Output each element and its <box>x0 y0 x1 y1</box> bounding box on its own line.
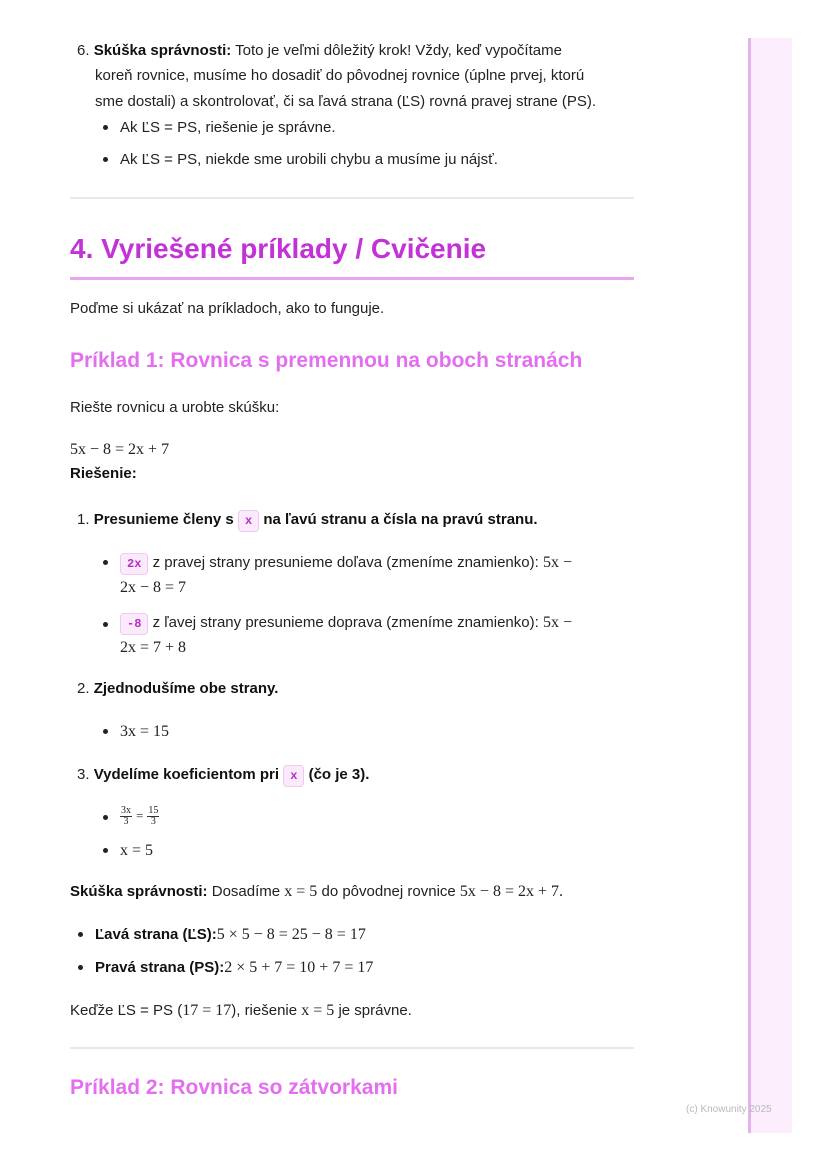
list-item <box>120 550 572 575</box>
conclusion <box>70 998 412 1023</box>
list-item <box>120 610 572 635</box>
numerator: 3x <box>121 805 131 816</box>
step1 <box>77 507 538 532</box>
text: je správne. <box>338 1002 412 1019</box>
step-number: 2. <box>77 680 90 697</box>
bullet-icon <box>103 729 108 734</box>
step-label: na ľavú stranu a čísla na pravú stranu. <box>263 511 538 528</box>
math: x = 5 <box>120 842 154 859</box>
check-text <box>70 879 563 904</box>
sidebar-line <box>748 38 751 1133</box>
math: 2x = 7 + 8 <box>120 639 187 656</box>
list-item: Ak ĽS = PS, riešenie je správne. <box>120 119 336 136</box>
step-number: 3. <box>77 766 90 783</box>
equals: = <box>136 808 144 824</box>
step-number: 6. <box>77 42 90 59</box>
step-text: sme dostali) a skontrolovať, či sa ľavá strana (ĽS) rovná pravej strane (PS). <box>95 93 597 110</box>
example2-title: Príklad 2: Rovnica so zátvorkami <box>70 1076 398 1099</box>
step2 <box>77 676 278 701</box>
sidebar-panel <box>748 38 792 1133</box>
step-label: Skúška správnosti: <box>93 42 232 59</box>
divider <box>70 1047 634 1049</box>
code-chip: x <box>283 765 304 787</box>
numerator: 15 <box>148 805 159 816</box>
ls-item <box>95 922 366 947</box>
math: 5x − <box>542 614 572 631</box>
example1-title: Príklad 1: Rovnica s premennou na oboch stranách <box>70 349 583 372</box>
code-chip: 2x <box>120 553 148 575</box>
math: x = 5 <box>301 1002 335 1019</box>
text: ), riešenie <box>231 1002 298 1019</box>
math: 3x = 15 <box>120 723 170 740</box>
bullet-icon <box>103 157 108 162</box>
section-title: 4. Vyriešené príklady / Cvičenie <box>70 233 487 264</box>
bullet-icon <box>103 815 108 820</box>
bullet-icon <box>78 965 83 970</box>
denominator: 3 <box>150 816 156 827</box>
step3 <box>77 762 369 787</box>
math: 5x − 8 = 2x + 7. <box>459 883 563 900</box>
title-underline <box>70 277 634 280</box>
intro-text: Poďme si ukázať na príkladoch, ako to funguje. <box>70 300 385 317</box>
bullet-icon <box>103 848 108 853</box>
solution-label: Riešenie: <box>70 465 137 482</box>
bullet-icon <box>103 622 108 627</box>
text: do pôvodnej rovnice <box>321 883 456 900</box>
math: 2 × 5 + 7 = 10 + 7 = 17 <box>224 959 374 976</box>
divider <box>70 197 634 199</box>
step-label: Vydelíme koeficientom pri <box>93 766 280 783</box>
step-label: Zjednodušíme obe strany. <box>93 680 279 697</box>
step6-line1 <box>77 38 562 63</box>
ps-item <box>95 955 373 980</box>
item-text: z ľavej strany presunieme doprava (zmeníme znamienko): <box>152 614 539 631</box>
math: 2x − 8 = 7 <box>120 579 187 596</box>
code-chip: x <box>238 510 259 532</box>
fraction-equation <box>120 806 159 827</box>
denominator: 3 <box>123 816 129 827</box>
step-text: koreň rovnice, musíme ho dosadiť do pôvodnej rovnice (úplne prvej, ktorú <box>95 67 585 84</box>
check-label: Skúška správnosti: <box>70 883 208 900</box>
code-chip: -8 <box>120 613 148 635</box>
list-item: Ak ĽS = PS, niekde sme urobili chybu a musíme ju nájsť. <box>120 151 498 168</box>
ls-label: Ľavá strana (ĽS): <box>95 926 217 943</box>
text: Keďže ĽS = PS ( <box>70 1002 183 1019</box>
bullet-icon <box>103 560 108 565</box>
item-text: z pravej strany presunieme doľava (zmeníme znamienko): <box>152 554 539 571</box>
math: 5 × 5 − 8 = 25 − 8 = 17 <box>216 926 366 943</box>
task-text: Riešte rovnicu a urobte skúšku: <box>70 399 280 416</box>
math: 17 = 17 <box>182 1002 232 1019</box>
step-label: Presunieme členy s <box>93 511 234 528</box>
equation: 5x − 8 = 2x + 7 <box>70 441 170 458</box>
math: x = 5 <box>284 883 318 900</box>
step-text: Toto je veľmi dôležitý krok! Vždy, keď vypočítame <box>235 42 562 59</box>
ps-label: Pravá strana (PS): <box>95 959 225 976</box>
step-number: 1. <box>77 511 90 528</box>
step-label: (čo je 3). <box>308 766 370 783</box>
footer-copyright: (c) Knowunity 2025 <box>686 1104 772 1115</box>
text: Dosadíme <box>211 883 281 900</box>
bullet-icon <box>103 125 108 130</box>
math: 5x − <box>542 554 572 571</box>
bullet-icon <box>78 932 83 937</box>
